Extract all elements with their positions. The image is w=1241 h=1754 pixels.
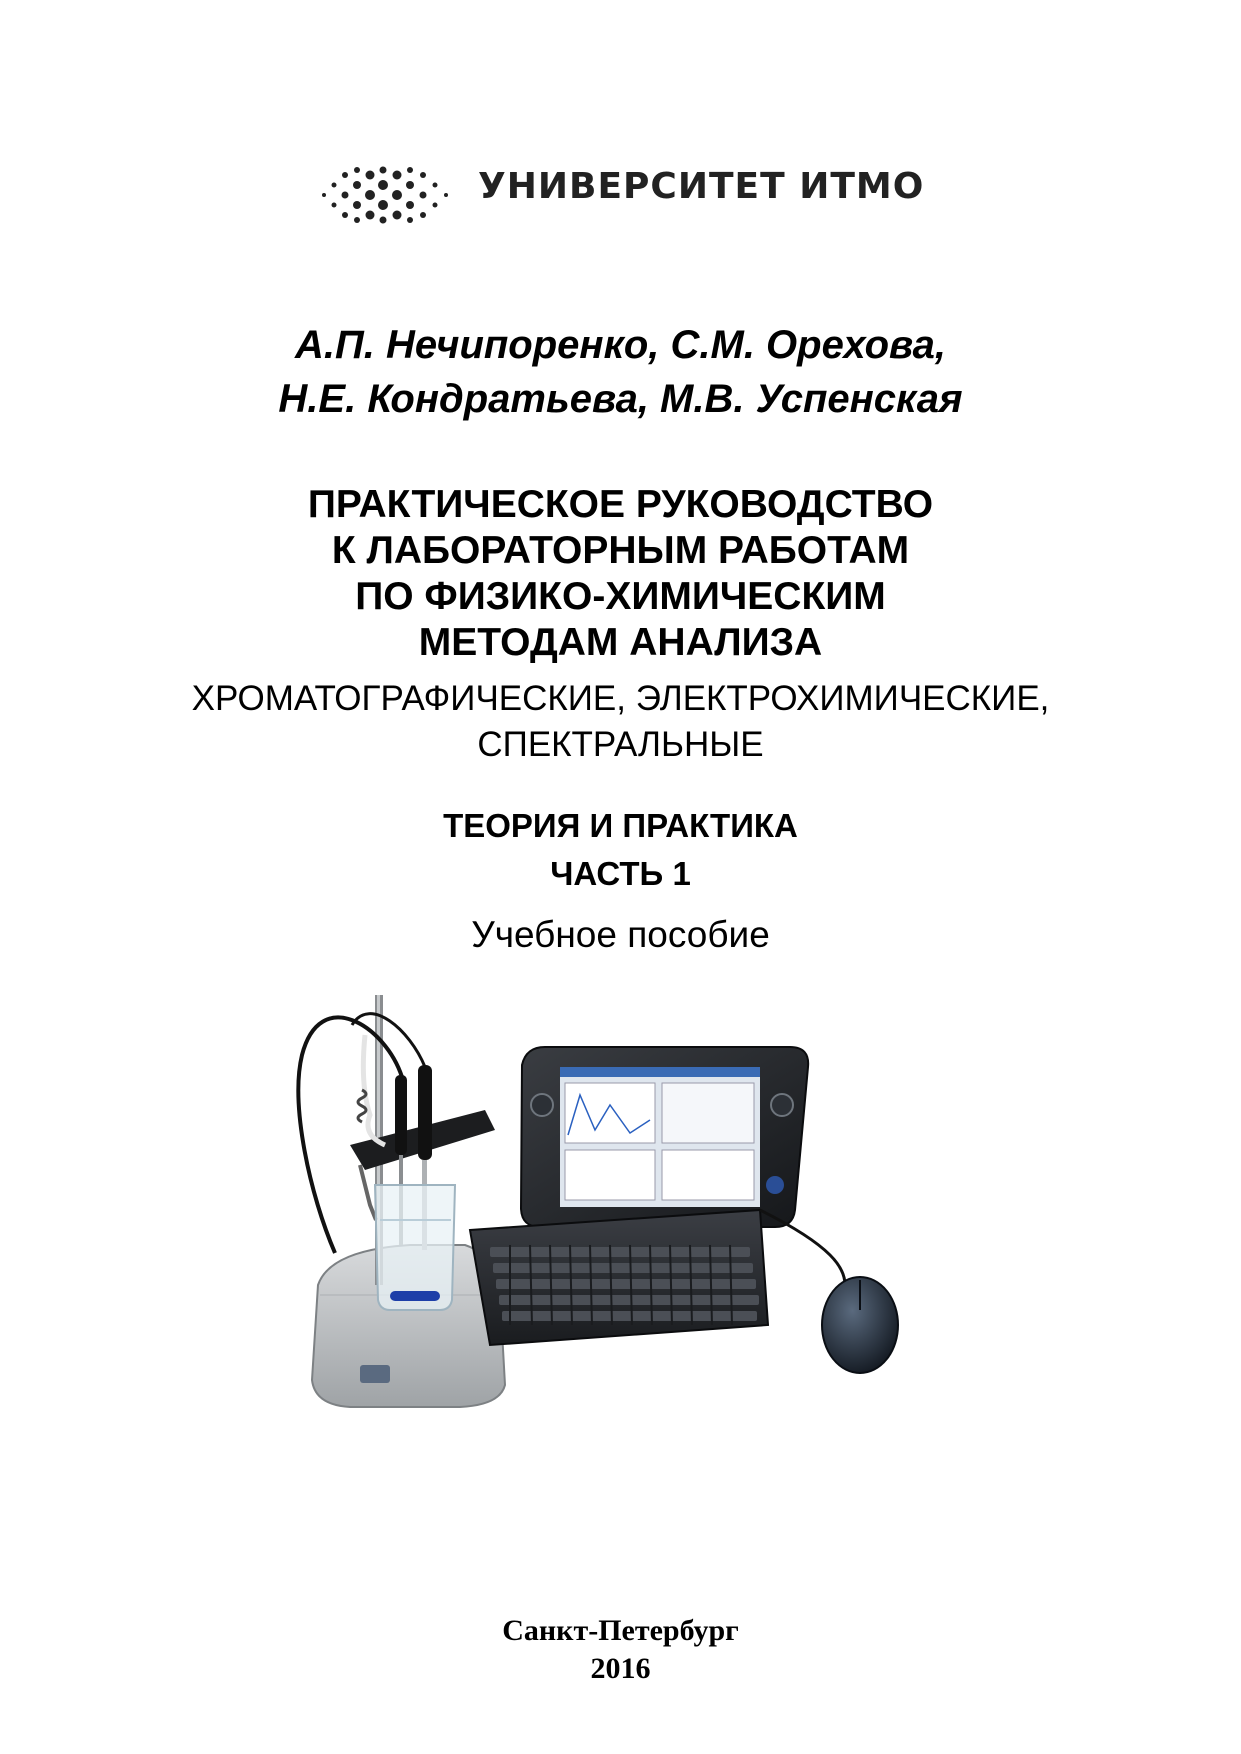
title-line-3: ПО ФИЗИКО-ХИМИЧЕСКИМ xyxy=(355,575,886,618)
lab-equipment-with-netbook-icon xyxy=(290,995,1000,1450)
title-line-4: МЕТОДАМ АНАЛИЗА xyxy=(418,621,823,664)
book-subtitle xyxy=(0,676,1241,768)
part-line-2: ЧАСТЬ 1 xyxy=(550,855,691,892)
part-line-1: ТЕОРИЯ И ПРАКТИКА xyxy=(443,807,798,844)
beaker xyxy=(375,1185,455,1310)
title-line-2: К ЛАБОРАТОРНЫМ РАБОТАМ xyxy=(331,529,910,572)
authors-line-2: Н.Е. Кондратьева, М.В. Успенская xyxy=(278,377,963,421)
dots-logo-icon xyxy=(320,162,460,228)
imprint-year: 2016 xyxy=(590,1652,651,1685)
subtitle-line-1: ХРОМАТОГРАФИЧЕСКИЕ, ЭЛЕКТРОХИМИЧЕСКИЕ, xyxy=(191,679,1050,718)
book-title xyxy=(0,482,1241,666)
imprint-city: Санкт-Петербург xyxy=(502,1614,739,1647)
netbook xyxy=(521,1047,808,1227)
mouse xyxy=(822,1277,898,1373)
keyboard xyxy=(470,1210,768,1345)
book-part xyxy=(0,802,1241,898)
imprint xyxy=(0,1612,1241,1688)
authors xyxy=(0,318,1241,426)
university-name: УНИВЕРСИТЕТ ИТМО xyxy=(478,166,925,207)
title-line-1: ПРАКТИЧЕСКОЕ РУКОВОДСТВО xyxy=(307,483,934,526)
authors-line-1: А.П. Нечипоренко, С.М. Орехова, xyxy=(294,323,946,367)
subtitle-line-2: СПЕКТРАЛЬНЫЕ xyxy=(477,725,764,764)
book-kind: Учебное пособие xyxy=(471,914,770,955)
university-logo xyxy=(320,160,925,230)
